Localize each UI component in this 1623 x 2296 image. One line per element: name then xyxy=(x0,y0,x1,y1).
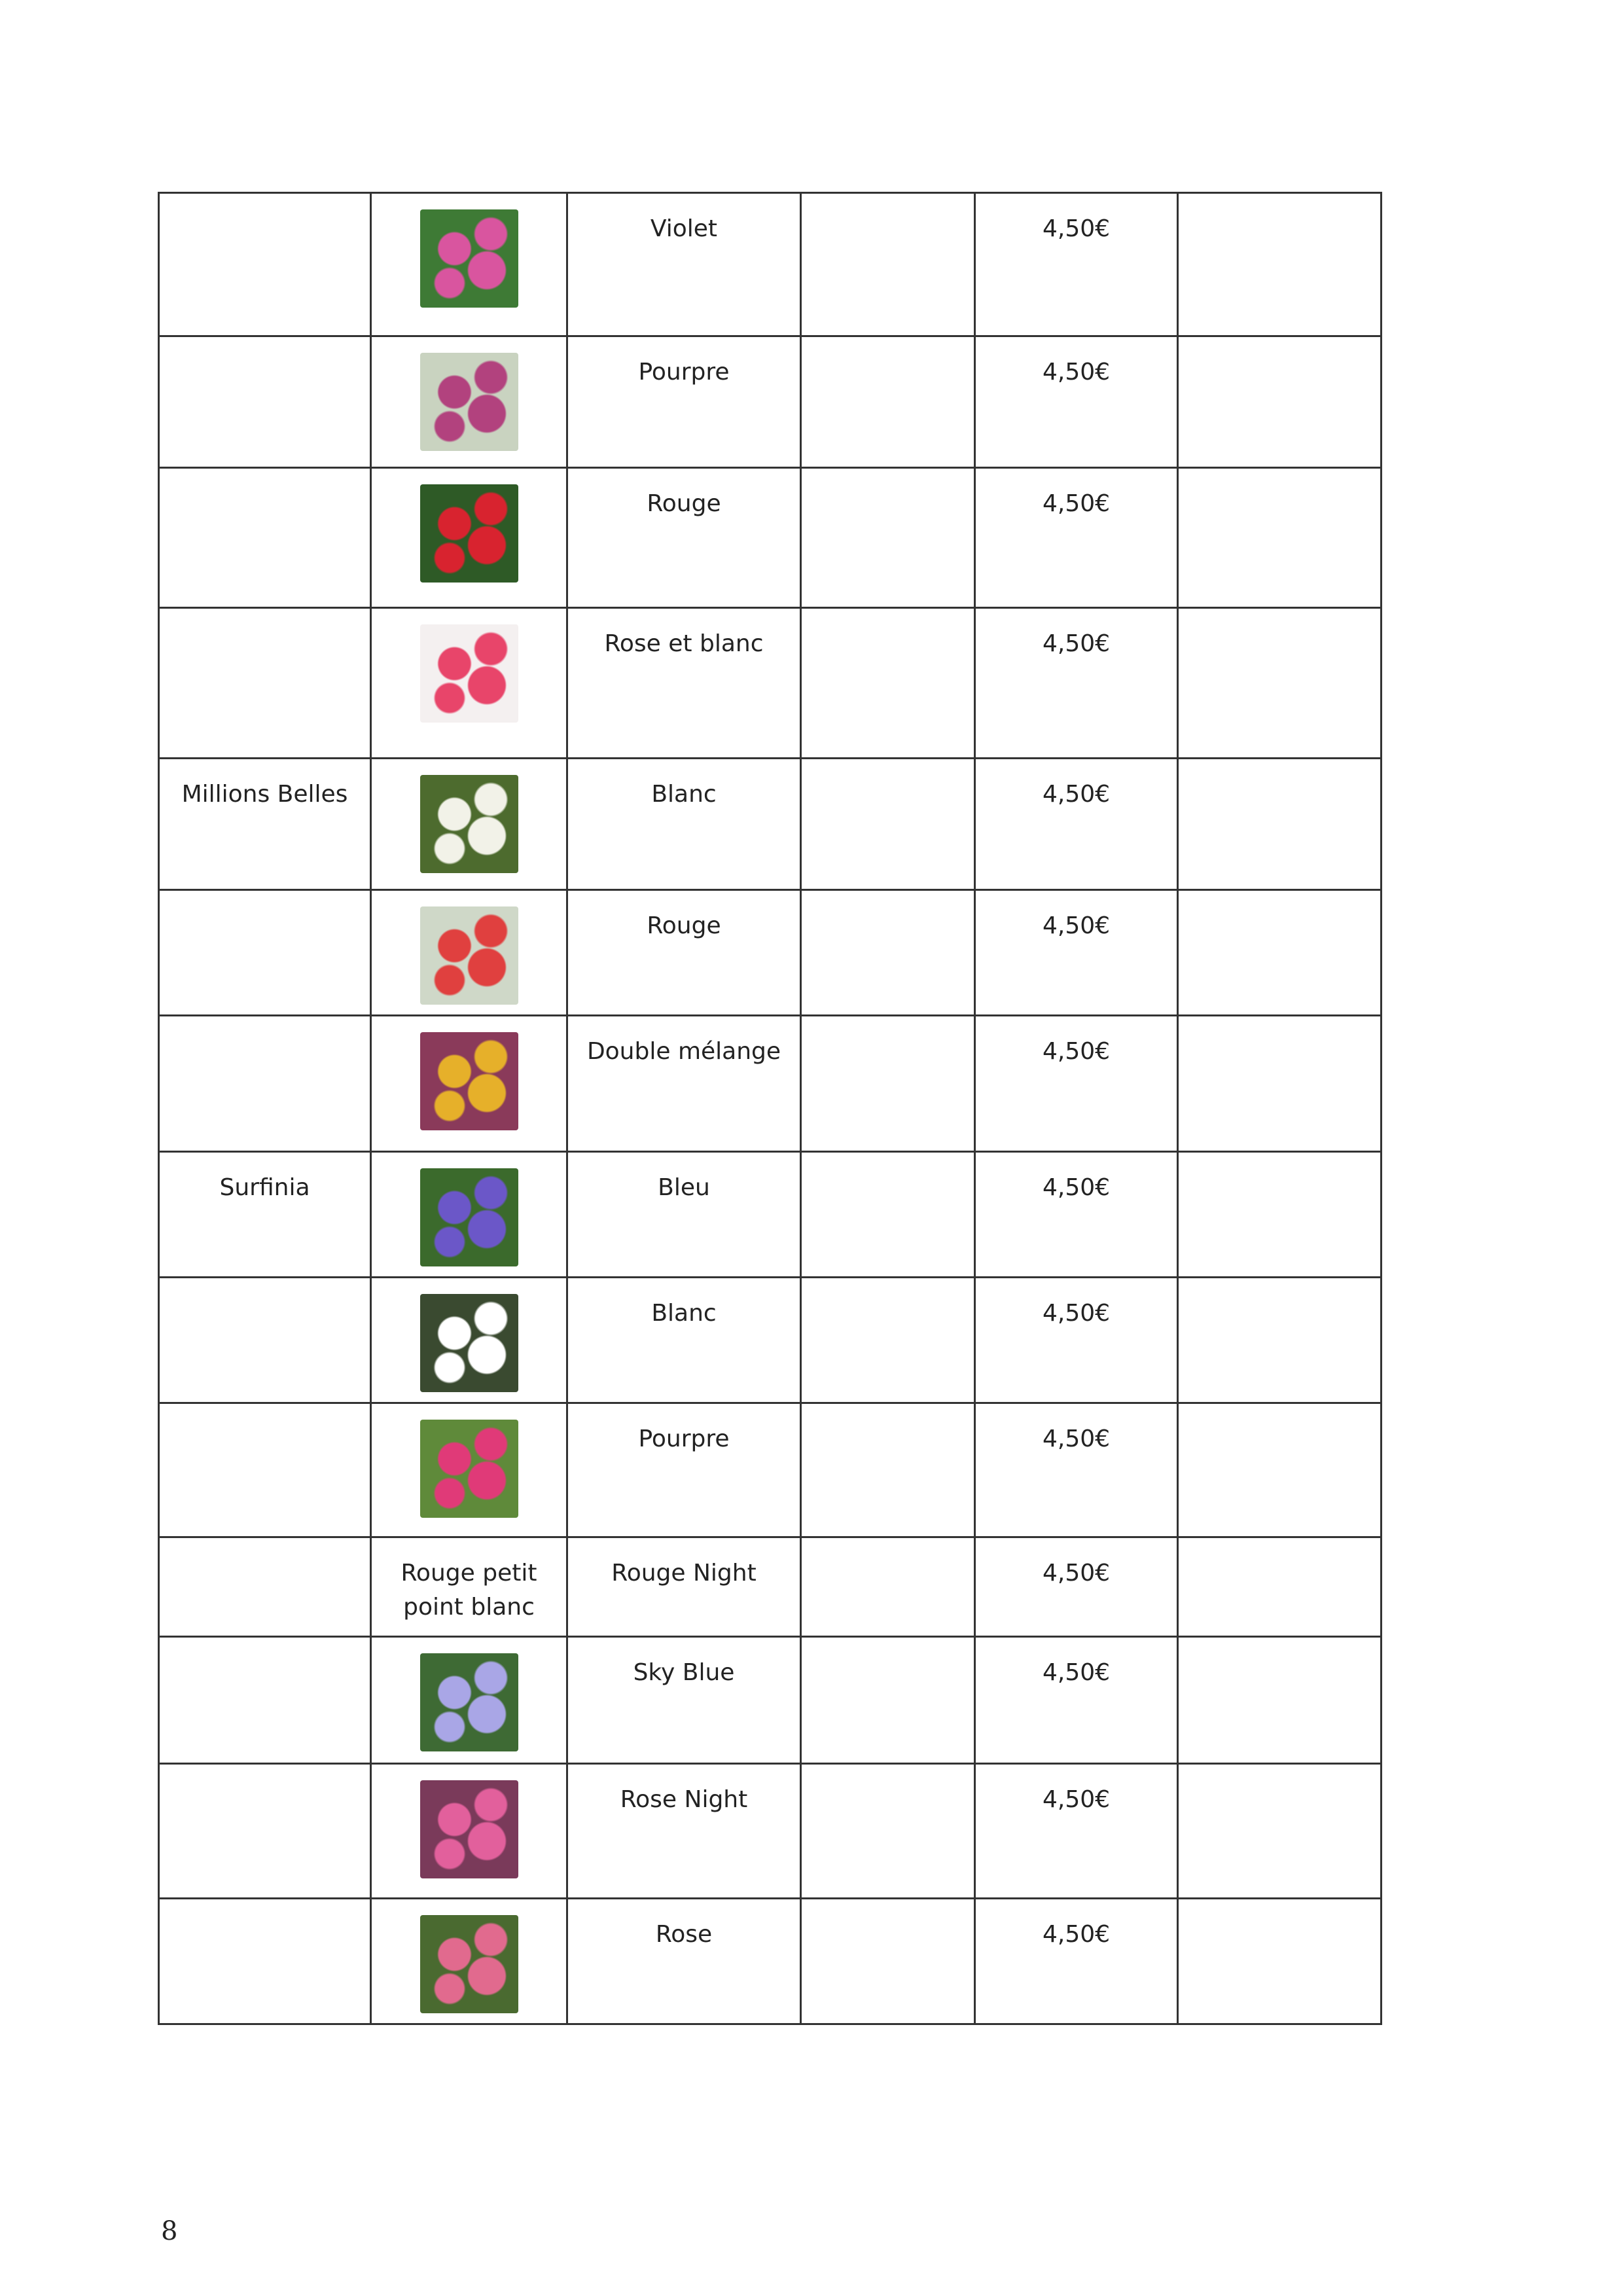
photo-cell xyxy=(371,1764,567,1899)
variety-cell xyxy=(159,336,371,468)
price-cell: 4,50€ xyxy=(975,1764,1178,1899)
color-cell: Violet xyxy=(567,193,801,336)
photo-cell xyxy=(371,1016,567,1152)
flower-photo xyxy=(420,1294,518,1392)
flower-photo xyxy=(420,1780,518,1878)
table-row xyxy=(159,890,1382,1016)
flower-price-table xyxy=(158,192,1382,2025)
flower-photo xyxy=(420,1653,518,1751)
empty-cell xyxy=(1178,608,1382,759)
photo-cell xyxy=(371,1152,567,1278)
table-row xyxy=(159,1637,1382,1764)
empty-cell xyxy=(1178,1764,1382,1899)
photo-cell xyxy=(371,468,567,608)
color-cell: Rose xyxy=(567,1899,801,2024)
empty-cell xyxy=(801,890,975,1016)
flower-photo xyxy=(420,1420,518,1518)
variety-cell xyxy=(159,468,371,608)
flower-photo xyxy=(420,209,518,308)
flower-photo xyxy=(420,484,518,583)
color-cell: Pourpre xyxy=(567,1403,801,1537)
variety-cell xyxy=(159,608,371,759)
empty-cell xyxy=(1178,1637,1382,1764)
price-cell: 4,50€ xyxy=(975,1637,1178,1764)
variety-cell xyxy=(159,1899,371,2024)
table-row xyxy=(159,336,1382,468)
empty-cell xyxy=(801,1637,975,1764)
empty-cell xyxy=(1178,1152,1382,1278)
variety-cell xyxy=(159,193,371,336)
flower-photo xyxy=(420,353,518,451)
flower-photo xyxy=(420,906,518,1005)
empty-cell xyxy=(1178,468,1382,608)
color-cell: Rouge xyxy=(567,468,801,608)
table-row xyxy=(159,1537,1382,1637)
table-row xyxy=(159,1899,1382,2024)
empty-cell xyxy=(1178,193,1382,336)
price-cell: 4,50€ xyxy=(975,759,1178,890)
photo-cell xyxy=(371,193,567,336)
table-row xyxy=(159,193,1382,336)
flower-photo xyxy=(420,1032,518,1130)
photo-cell xyxy=(371,890,567,1016)
price-cell: 4,50€ xyxy=(975,336,1178,468)
empty-cell xyxy=(801,336,975,468)
variety-cell xyxy=(159,1016,371,1152)
empty-cell xyxy=(801,1016,975,1152)
empty-cell xyxy=(1178,1899,1382,2024)
empty-cell xyxy=(1178,1016,1382,1152)
variety-cell xyxy=(159,1637,371,1764)
photo-cell: Rouge petit point blanc xyxy=(371,1537,567,1637)
color-cell: Pourpre xyxy=(567,336,801,468)
price-cell: 4,50€ xyxy=(975,193,1178,336)
photo-cell xyxy=(371,1899,567,2024)
empty-cell xyxy=(1178,759,1382,890)
price-cell: 4,50€ xyxy=(975,1537,1178,1637)
flower-photo xyxy=(420,1168,518,1266)
empty-cell xyxy=(1178,890,1382,1016)
table-row xyxy=(159,1278,1382,1403)
price-cell: 4,50€ xyxy=(975,468,1178,608)
table-row xyxy=(159,468,1382,608)
price-cell: 4,50€ xyxy=(975,1403,1178,1537)
empty-cell xyxy=(801,1403,975,1537)
empty-cell xyxy=(1178,1278,1382,1403)
empty-cell xyxy=(1178,1537,1382,1637)
variety-cell xyxy=(159,1764,371,1899)
color-cell: Rose et blanc xyxy=(567,608,801,759)
table-row xyxy=(159,1764,1382,1899)
color-cell: Rose Night xyxy=(567,1764,801,1899)
color-cell: Double mélange xyxy=(567,1016,801,1152)
photo-cell xyxy=(371,759,567,890)
price-cell: 4,50€ xyxy=(975,1016,1178,1152)
price-cell: 4,50€ xyxy=(975,890,1178,1016)
color-cell: Sky Blue xyxy=(567,1637,801,1764)
color-cell: Blanc xyxy=(567,1278,801,1403)
photo-cell xyxy=(371,336,567,468)
table-row xyxy=(159,759,1382,890)
flower-photo xyxy=(420,775,518,873)
price-cell: 4,50€ xyxy=(975,1152,1178,1278)
table-row xyxy=(159,1152,1382,1278)
color-cell: Rouge xyxy=(567,890,801,1016)
photo-cell xyxy=(371,1403,567,1537)
empty-cell xyxy=(1178,336,1382,468)
variety-cell: Surfinia xyxy=(159,1152,371,1278)
price-cell: 4,50€ xyxy=(975,1899,1178,2024)
page-number: 8 xyxy=(161,2216,178,2246)
color-cell: Rouge Night xyxy=(567,1537,801,1637)
table-row xyxy=(159,608,1382,759)
flower-photo xyxy=(420,1915,518,2013)
empty-cell xyxy=(801,1764,975,1899)
table-row xyxy=(159,1016,1382,1152)
empty-cell xyxy=(801,1278,975,1403)
variety-cell xyxy=(159,1537,371,1637)
variety-cell xyxy=(159,1403,371,1537)
empty-cell xyxy=(801,193,975,336)
photo-cell xyxy=(371,608,567,759)
photo-cell xyxy=(371,1278,567,1403)
color-cell: Bleu xyxy=(567,1152,801,1278)
variety-cell xyxy=(159,890,371,1016)
price-cell: 4,50€ xyxy=(975,608,1178,759)
photo-cell xyxy=(371,1637,567,1764)
price-cell: 4,50€ xyxy=(975,1278,1178,1403)
variety-cell xyxy=(159,1278,371,1403)
empty-cell xyxy=(801,1152,975,1278)
empty-cell xyxy=(801,759,975,890)
color-cell: Blanc xyxy=(567,759,801,890)
empty-cell xyxy=(801,1899,975,2024)
variety-cell: Millions Belles xyxy=(159,759,371,890)
empty-cell xyxy=(801,468,975,608)
empty-cell xyxy=(801,608,975,759)
flower-photo xyxy=(420,624,518,723)
table-row xyxy=(159,1403,1382,1537)
empty-cell xyxy=(801,1537,975,1637)
empty-cell xyxy=(1178,1403,1382,1537)
